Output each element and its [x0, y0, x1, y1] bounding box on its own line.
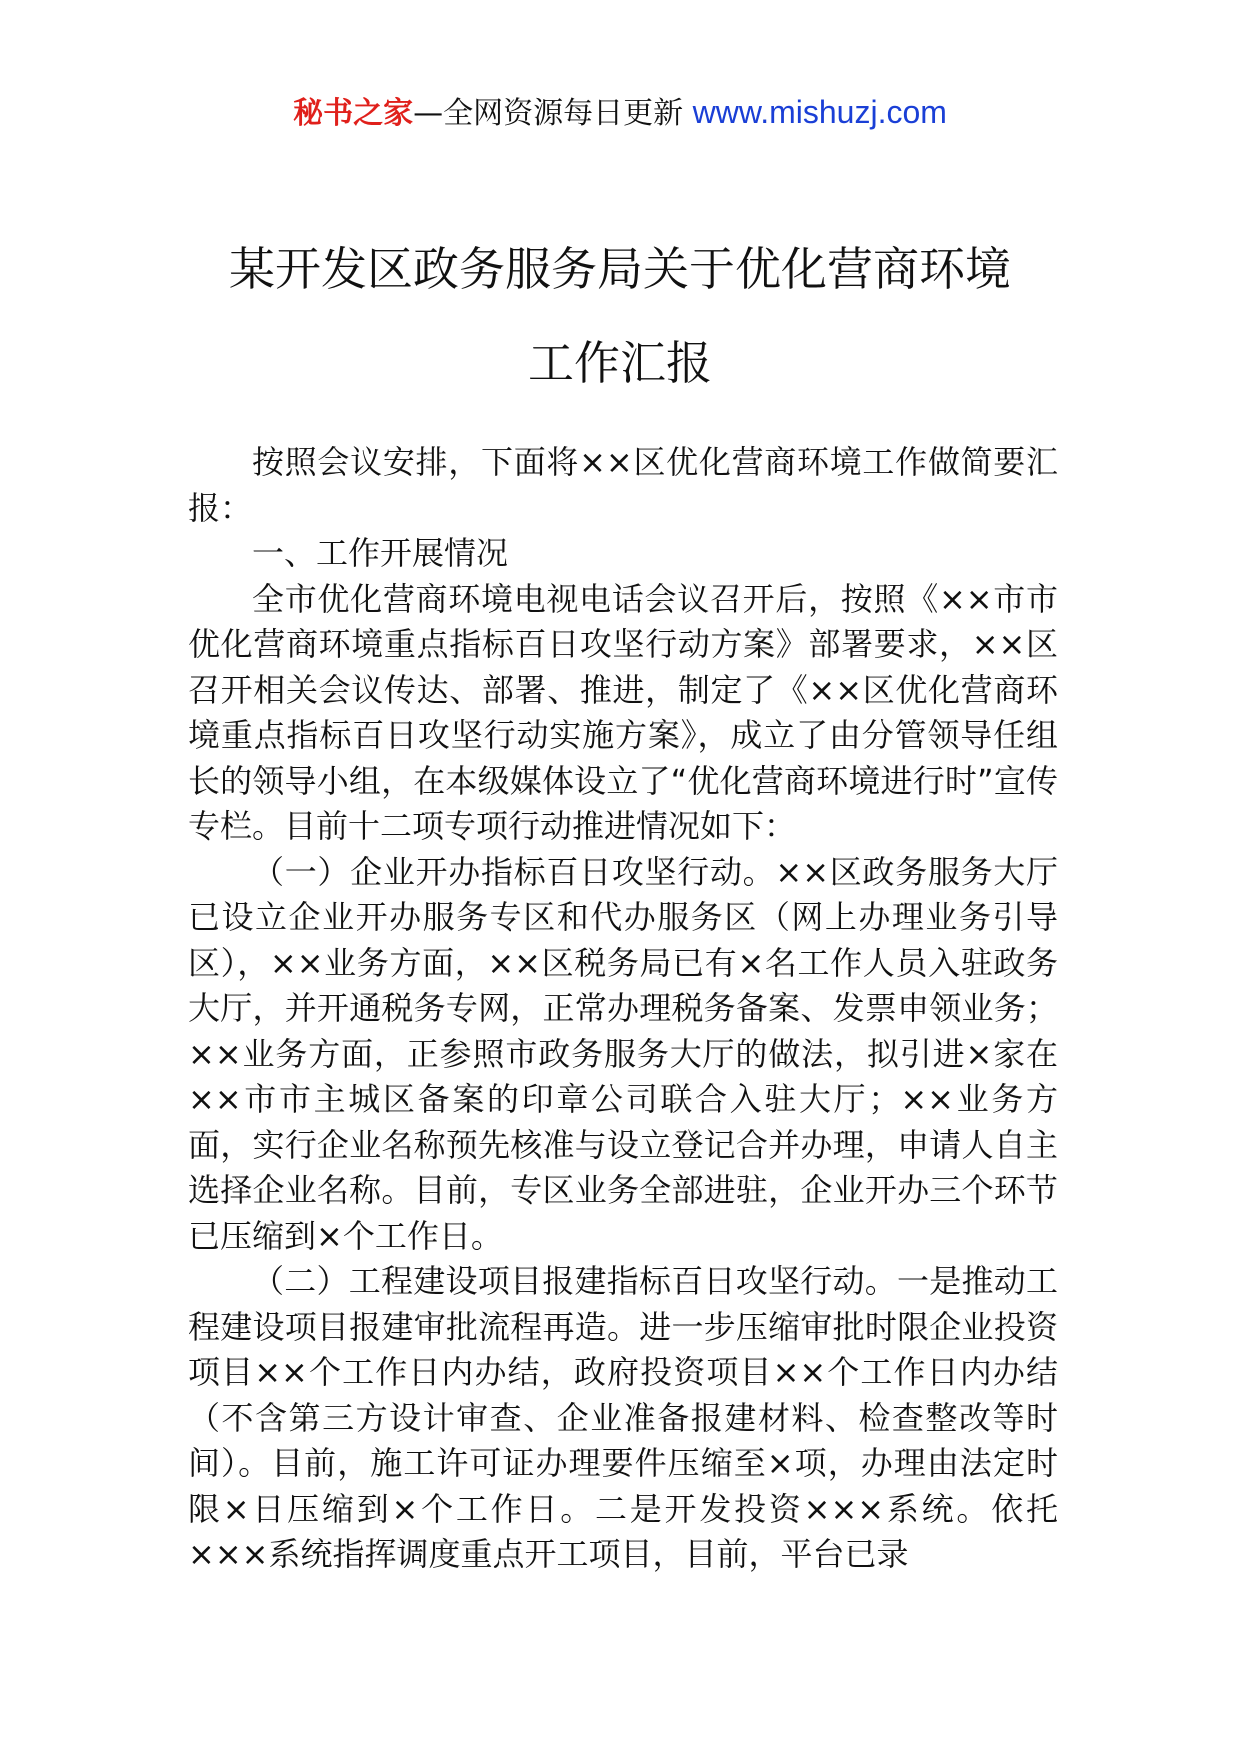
site-header: [0, 92, 1240, 134]
site-tagline: —全网资源每日更新: [413, 96, 684, 131]
site-url-link[interactable]: www.mishuzj.com: [692, 94, 947, 130]
document-title: [120, 222, 1120, 410]
document-body: [188, 440, 1058, 1578]
section-heading: 一、工作开展情况: [252, 534, 509, 572]
body-paragraph: （二）工程建设项目报建指标百日攻坚行动。一是推动工程建设项目报建审批流程再造。进一步压缩审批时限企业投资项目××个工作日内办结，政府投资项目××个工作日内办结（不含第三方设计审查、企业准备报建材料、检查整改等时间）。目前，施工许可证办理要件压缩至×项，办理由法定时限×日压缩到×个工作日。二是开发投资×××系统。依托×××系统指挥调度重点开工项目，目前，平台已录: [188, 1262, 1058, 1573]
intro-paragraph: 按照会议安排，下面将××区优化营商环境工作做简要汇报：: [188, 443, 1058, 527]
body-paragraph: 全市优化营商环境电视电话会议召开后，按照《××市市优化营商环境重点指标百日攻坚行动方案》部署要求，××区召开相关会议传达、部署、推进，制定了《××区优化营商环境重点指标百日攻坚行动实施方案》，成立了由分管领导任组长的领导小组，在本级媒体设立了“优化营商环境进行时”宣传专栏。目前十二项专项行动推进情况如下：: [188, 579, 1058, 845]
title-line-2: 工作汇报: [528, 336, 712, 390]
body-paragraph: （一）企业开办指标百日攻坚行动。××区政务服务大厅已设立企业开办服务专区和代办服务区（网上办理业务引导区），××业务方面，××区税务局已有×名工作人员入驻政务大厅，并开通税务专网，正常办理税务备案、发票申领业务；××业务方面，正参照市政务服务大厅的做法，拟引进×家在××市市主城区备案的印章公司联合入驻大厅；××业务方面，实行企业名称预先核准与设立登记合并办理，申请人自主选择企业名称。目前，专区业务全部进驻，企业开办三个环节已压缩到×个工作日。: [188, 852, 1058, 1255]
title-line-1: 某开发区政务服务局关于优化营商环境: [229, 242, 1011, 296]
site-brand: 秘书之家: [293, 96, 414, 131]
